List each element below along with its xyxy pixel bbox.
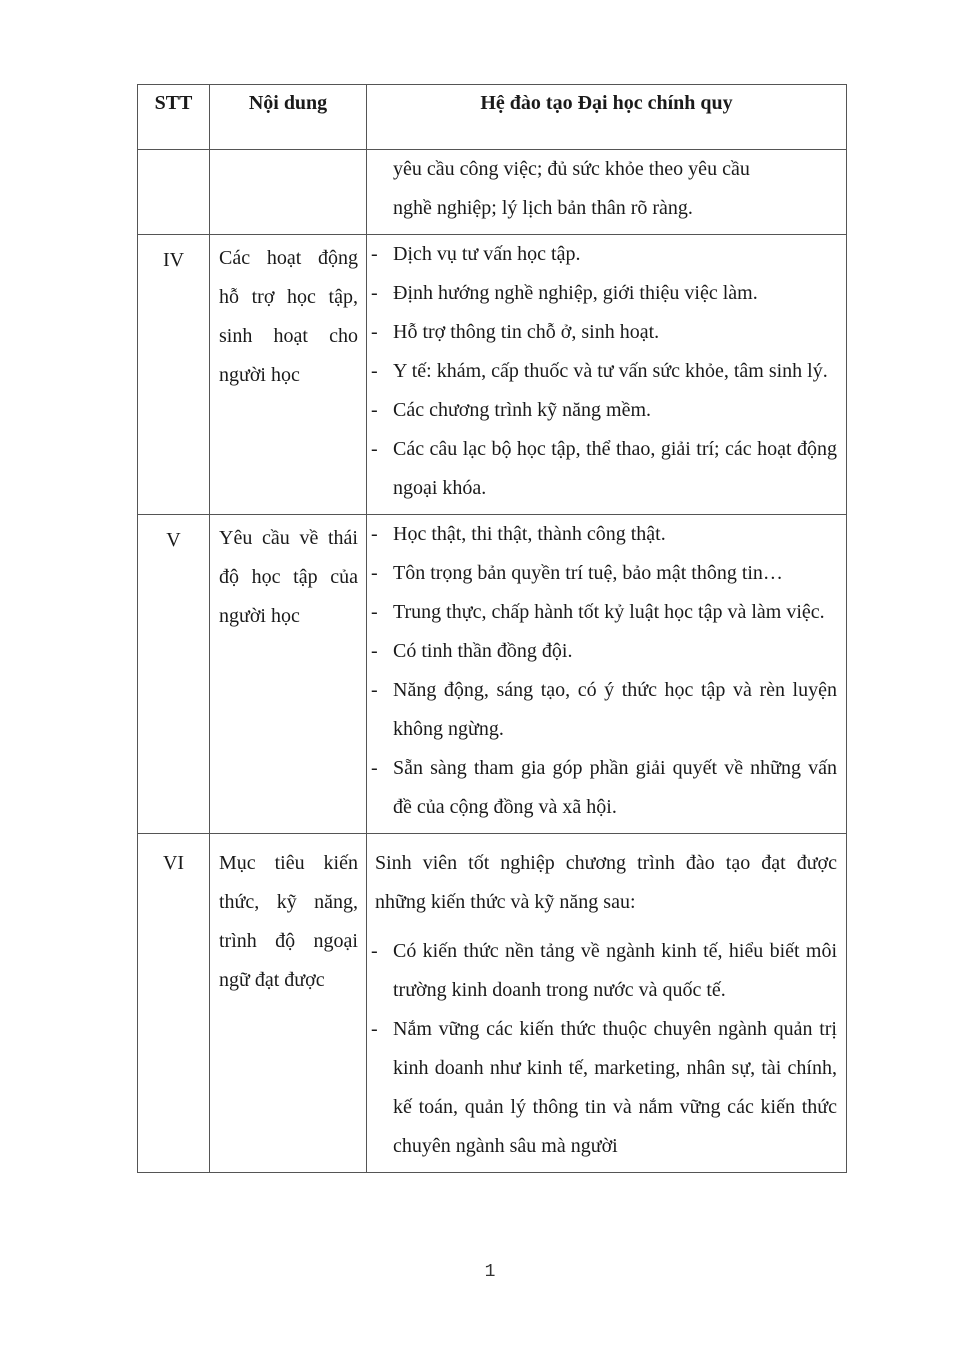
list-item-text: Hỗ trợ thông tin chỗ ở, sinh hoạt. bbox=[393, 321, 660, 343]
continuation-line: yêu cầu công việc; đủ sức khỏe theo yêu cầu bbox=[393, 158, 750, 180]
row-content bbox=[367, 235, 847, 515]
bullet-dash: - bbox=[371, 562, 378, 584]
row-number: IV bbox=[138, 235, 210, 515]
list-item bbox=[371, 554, 837, 593]
list-item-text: Sẵn sàng tham gia góp phần giải quyết về những vấn đề của cộng đồng và xã hội. bbox=[393, 757, 837, 818]
list-item bbox=[371, 671, 837, 749]
bullet-dash: - bbox=[371, 640, 378, 662]
list-item bbox=[371, 749, 837, 827]
header-topic: Nội dung bbox=[210, 85, 367, 150]
list-item-text: Các câu lạc bộ học tập, thể thao, giải trí; các hoạt động ngoại khóa. bbox=[393, 438, 837, 499]
intro-paragraph: Sinh viên tốt nghiệp chương trình đào tạo đạt được những kiến thức và kỹ năng sau: bbox=[375, 852, 837, 913]
header-stt: STT bbox=[138, 85, 210, 150]
cell-continuation bbox=[367, 150, 847, 235]
list-item bbox=[371, 1010, 837, 1166]
list-item bbox=[371, 593, 837, 632]
bullet-dash: - bbox=[371, 940, 378, 962]
cell-topic-empty bbox=[210, 150, 367, 235]
page-number: 1 bbox=[484, 1262, 496, 1282]
bullet-dash: - bbox=[371, 1018, 378, 1040]
table-row-v bbox=[138, 515, 847, 834]
list-item-text: Trung thực, chấp hành tốt kỷ luật học tập và làm việc. bbox=[393, 601, 825, 623]
bullet-dash: - bbox=[371, 438, 378, 460]
list-item bbox=[371, 352, 837, 391]
bullet-dash: - bbox=[371, 523, 378, 545]
table-row-continuation bbox=[138, 150, 847, 235]
table-row-vi bbox=[138, 834, 847, 1173]
list-item-text: Năng động, sáng tạo, có ý thức học tập và rèn luyện không ngừng. bbox=[393, 679, 837, 740]
bullet-dash: - bbox=[371, 282, 378, 304]
bullet-dash: - bbox=[371, 321, 378, 343]
row-content bbox=[367, 834, 847, 1173]
list-item-text: Y tế: khám, cấp thuốc và tư vấn sức khỏe, tâm sinh lý. bbox=[393, 360, 828, 382]
table-row-iv bbox=[138, 235, 847, 515]
row-content bbox=[367, 515, 847, 834]
list-item bbox=[371, 515, 837, 554]
list-item bbox=[371, 632, 837, 671]
row-topic: Yêu cầu về thái độ học tập của người học bbox=[210, 515, 367, 834]
list-item bbox=[371, 932, 837, 1010]
list-item-text: Tôn trọng bản quyền trí tuệ, bảo mật thông tin… bbox=[393, 562, 783, 584]
list-item-text: Các chương trình kỹ năng mềm. bbox=[393, 399, 652, 421]
bullet-dash: - bbox=[371, 399, 378, 421]
bullet-dash: - bbox=[371, 243, 378, 265]
list-item bbox=[371, 313, 837, 352]
row-topic: Mục tiêu kiến thức, kỹ năng, trình độ ngoại ngữ đạt được bbox=[210, 834, 367, 1173]
row-topic: Các hoạt động hỗ trợ học tập, sinh hoạt cho người học bbox=[210, 235, 367, 515]
bullet-dash: - bbox=[371, 679, 378, 701]
bullet-dash: - bbox=[371, 601, 378, 623]
row-number: VI bbox=[138, 834, 210, 1173]
continuation-line: nghề nghiệp; lý lịch bản thân rõ ràng. bbox=[393, 197, 693, 219]
list-item-text: Có tinh thần đồng đội. bbox=[393, 640, 573, 662]
table-header-row bbox=[138, 85, 847, 150]
bullet-dash: - bbox=[371, 360, 378, 382]
list-item-text: Có kiến thức nền tảng về ngành kinh tế, hiểu biết môi trường kinh doanh trong nước và quốc tế. bbox=[393, 940, 837, 1001]
list-item-text: Định hướng nghề nghiệp, giới thiệu việc làm. bbox=[393, 282, 758, 304]
program-table bbox=[137, 84, 847, 1173]
bullet-dash: - bbox=[371, 757, 378, 779]
list-item-text: Học thật, thi thật, thành công thật. bbox=[393, 523, 666, 545]
list-item bbox=[371, 235, 837, 274]
list-item-text: Dịch vụ tư vấn học tập. bbox=[393, 243, 581, 265]
list-item bbox=[371, 430, 837, 508]
row-number: V bbox=[138, 515, 210, 834]
list-item bbox=[371, 274, 837, 313]
list-item-text: Nắm vững các kiến thức thuộc chuyên ngành quản trị kinh doanh như kinh tế, marketing, nhân sự, tài chính, kế toán, quản lý thông tin và nắm vững các kiến thức chuyên ngành sâu mà người bbox=[393, 1018, 837, 1157]
cell-stt-empty bbox=[138, 150, 210, 235]
list-item bbox=[371, 391, 837, 430]
header-program: Hệ đào tạo Đại học chính quy bbox=[367, 85, 847, 150]
